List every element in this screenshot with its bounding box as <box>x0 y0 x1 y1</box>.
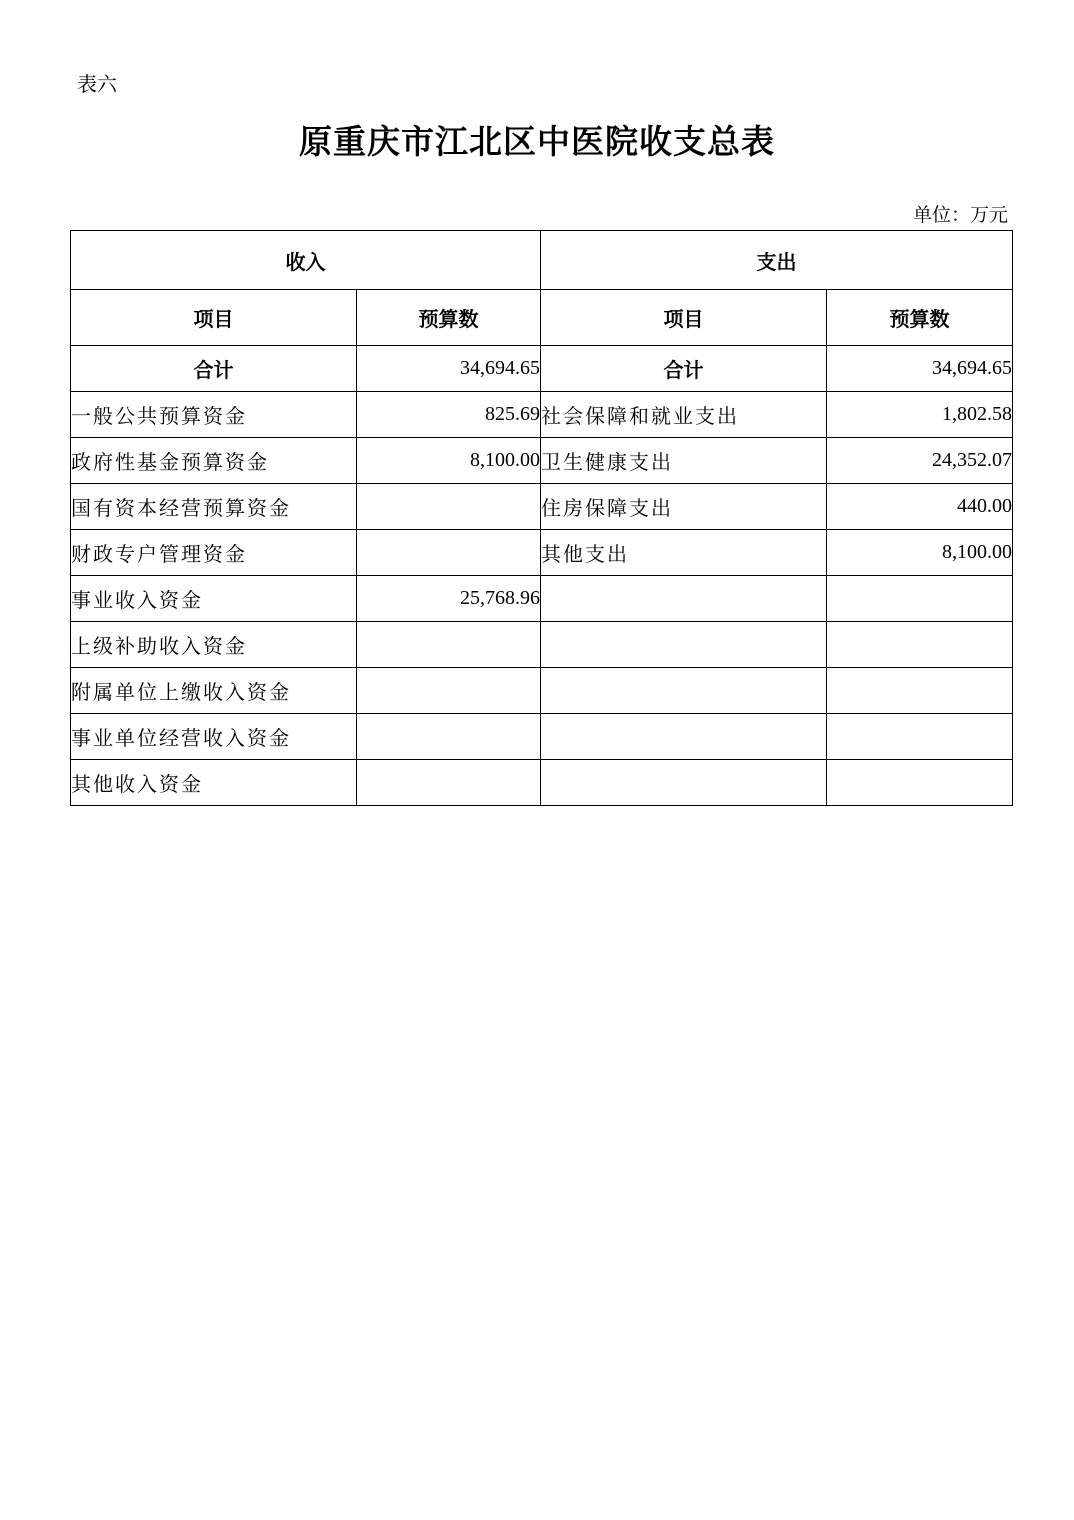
income-value <box>357 622 541 668</box>
table-row <box>71 484 1013 530</box>
expense-value: 24,352.07 <box>827 438 1013 484</box>
expense-item <box>541 714 827 760</box>
expense-value <box>827 622 1013 668</box>
expense-total-value: 34,694.65 <box>827 346 1013 392</box>
income-value <box>357 668 541 714</box>
income-value <box>357 714 541 760</box>
expense-value: 440.00 <box>827 484 1013 530</box>
income-value: 25,768.96 <box>357 576 541 622</box>
income-item: 一般公共预算资金 <box>71 392 357 438</box>
income-value <box>357 530 541 576</box>
expense-value <box>827 576 1013 622</box>
table-row <box>71 438 1013 484</box>
income-item: 事业单位经营收入资金 <box>71 714 357 760</box>
unit-label: 单位：万元 <box>912 204 1008 226</box>
group-header-row <box>71 231 1013 290</box>
income-total-label: 合计 <box>71 346 357 392</box>
income-item-header: 项目 <box>71 290 357 346</box>
income-budget-header: 预算数 <box>357 290 541 346</box>
income-item: 国有资本经营预算资金 <box>71 484 357 530</box>
income-value <box>357 484 541 530</box>
income-item: 政府性基金预算资金 <box>71 438 357 484</box>
income-value: 8,100.00 <box>357 438 541 484</box>
table-label: 表六 <box>77 72 117 96</box>
budget-table <box>70 230 1013 806</box>
expense-item: 住房保障支出 <box>541 484 827 530</box>
expense-item <box>541 622 827 668</box>
income-item: 事业收入资金 <box>71 576 357 622</box>
income-item: 附属单位上缴收入资金 <box>71 668 357 714</box>
expense-item: 其他支出 <box>541 530 827 576</box>
income-value <box>357 760 541 806</box>
table-row <box>71 576 1013 622</box>
table-row <box>71 760 1013 806</box>
income-item: 财政专户管理资金 <box>71 530 357 576</box>
expense-value: 1,802.58 <box>827 392 1013 438</box>
expense-item <box>541 576 827 622</box>
table-row <box>71 622 1013 668</box>
table-row <box>71 392 1013 438</box>
table-row <box>71 668 1013 714</box>
expense-item <box>541 668 827 714</box>
income-header: 收入 <box>71 231 541 290</box>
expense-value <box>827 668 1013 714</box>
expense-value <box>827 760 1013 806</box>
table-row <box>71 530 1013 576</box>
column-header-row <box>71 290 1013 346</box>
expense-header: 支出 <box>541 231 1013 290</box>
expense-item-header: 项目 <box>541 290 827 346</box>
income-item: 上级补助收入资金 <box>71 622 357 668</box>
income-value: 825.69 <box>357 392 541 438</box>
page-title: 原重庆市江北区中医院收支总表 <box>299 122 775 161</box>
income-total-value: 34,694.65 <box>357 346 541 392</box>
expense-value <box>827 714 1013 760</box>
income-item: 其他收入资金 <box>71 760 357 806</box>
expense-budget-header: 预算数 <box>827 290 1013 346</box>
expense-item: 卫生健康支出 <box>541 438 827 484</box>
expense-item: 社会保障和就业支出 <box>541 392 827 438</box>
expense-value: 8,100.00 <box>827 530 1013 576</box>
expense-item <box>541 760 827 806</box>
total-row <box>71 346 1013 392</box>
expense-total-label: 合计 <box>541 346 827 392</box>
table-row <box>71 714 1013 760</box>
